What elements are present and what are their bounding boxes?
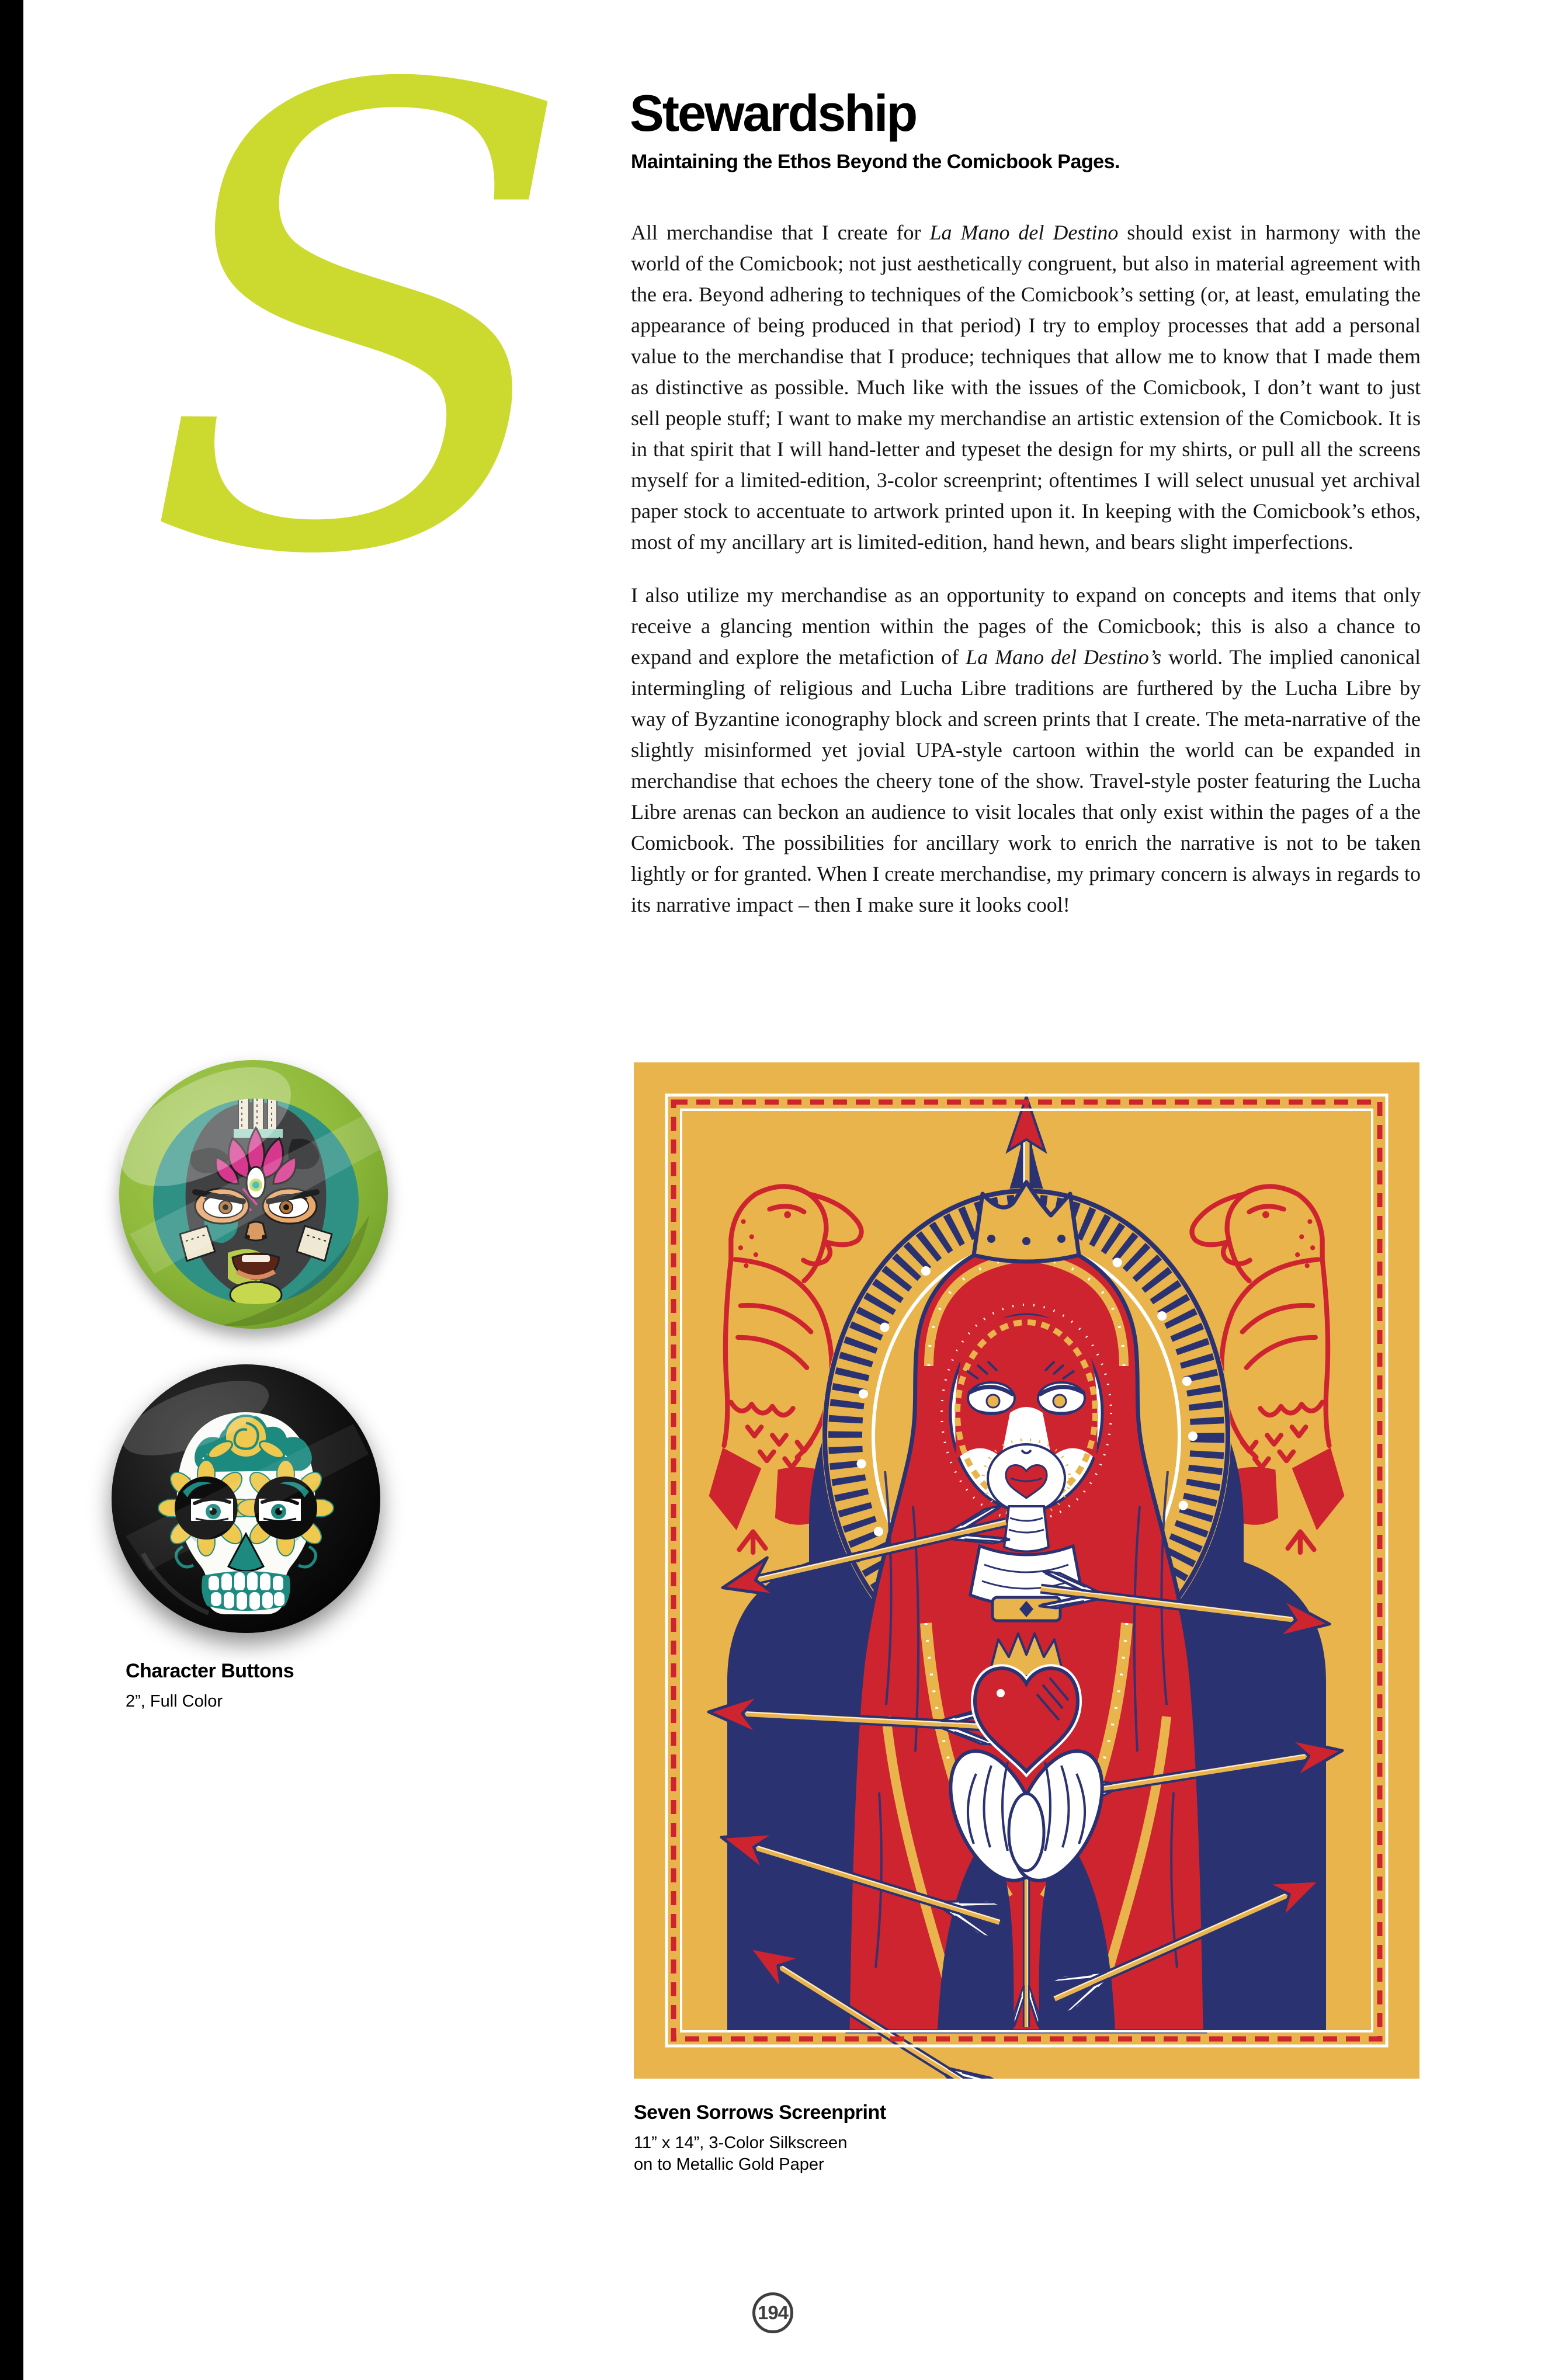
page-subtitle: Maintaining the Ethos Beyond the Comicbook Pages.: [631, 151, 1120, 173]
drop-cap-glyph: S: [143, 73, 577, 669]
buttons-caption-title: Character Buttons: [126, 1660, 294, 1682]
article-body: [631, 217, 1421, 943]
page-gutter-bar: [0, 0, 23, 2380]
character-button-sugar-skull: [108, 1361, 384, 1637]
page-number-badge: [752, 2292, 793, 2333]
page-number: 194: [757, 2302, 789, 2323]
page-title: Stewardship: [630, 84, 917, 142]
character-button-luchador: [118, 1059, 389, 1330]
luchador-mask-illustration: [118, 1059, 389, 1330]
paragraph-1: [631, 217, 1421, 558]
paragraph-2-italic: La Mano del Destino’s: [966, 645, 1162, 669]
poster-caption-details-2: on to Metallic Gold Paper: [634, 2155, 824, 2174]
poster-caption-title: Seven Sorrows Screenprint: [634, 2101, 886, 2124]
paragraph-1-text-cont: should exist in harmony with the world of the Comicbook; not just aesthetically congruent, but also in material agreement with the era. Beyond adhering to techniques of the Comicbook’s setting (or, at least, emulating the appearance of being produced in that period) I try to employ processes that add a personal value to the merchandise that I produce; techniques that allow me to know that I made them as distinctive as possible. Much like with the issues of the Comicbook, I don’t want to just sell people stuff; I want to make my merchandise an artistic extension of the Comicbook. It is in that spirit that I will hand-letter and typeset the design for my shirts, or pull all the screens myself for a limited-edition, 3-color screenprint; oftentimes I will select unusual yet archival paper stock to accentuate to artwork printed upon it. In keeping with the Comicbook’s ethos, most of my ancillary art is limited-edition, hand hewn, and bears slight imperfections.: [631, 221, 1421, 554]
paragraph-1-italic: La Mano del Destino: [929, 221, 1119, 244]
poster-caption-details-1: 11” x 14”, 3-Color Silkscreen: [634, 2134, 848, 2152]
skull-mouth: [202, 1571, 290, 1611]
paragraph-2-text: I also utilize my merchandise as an opportunity to expand on concepts and items that only receive a glancing mention within the pages of the Comicbook; this is also a chance to expand and explore the metafiction of: [631, 583, 1421, 669]
poster-caption: [634, 2101, 1101, 2176]
article-header: [630, 84, 1424, 173]
sugar-skull-illustration: [108, 1361, 384, 1637]
paragraph-2-text-cont: world. The implied canonical intermingling of religious and Lucha Libre traditions are furthered by the Lucha Libre by way of Byzantine iconography block and screen prints that I create. The meta-narrative of the slightly misinformed yet jovial UPA-style cartoon within the world can be expanded in merchandise that echoes the cheery tone of the show. Travel-style poster featuring the Lucha Libre arenas can beckon an audience to visit locales that only exist within the pages of a the Comicbook. The possibilities for ancillary work to enrich the narrative is not to be taken lightly or for granted. When I create merchandise, my primary concern is always in regards to its narrative impact – then I make sure it looks cool!: [631, 645, 1421, 916]
drop-cap-letter-s: [114, 73, 599, 669]
seven-sorrows-artwork: [634, 1062, 1419, 2079]
paragraph-2: [631, 580, 1421, 920]
paragraph-1-text: All merchandise that I create for: [631, 221, 930, 244]
buttons-caption: [126, 1660, 418, 1712]
buttons-caption-details: 2”, Full Color: [126, 1692, 223, 1711]
drop-cap-s-graphic: [114, 73, 599, 669]
seven-sorrows-poster: [634, 1062, 1419, 2079]
